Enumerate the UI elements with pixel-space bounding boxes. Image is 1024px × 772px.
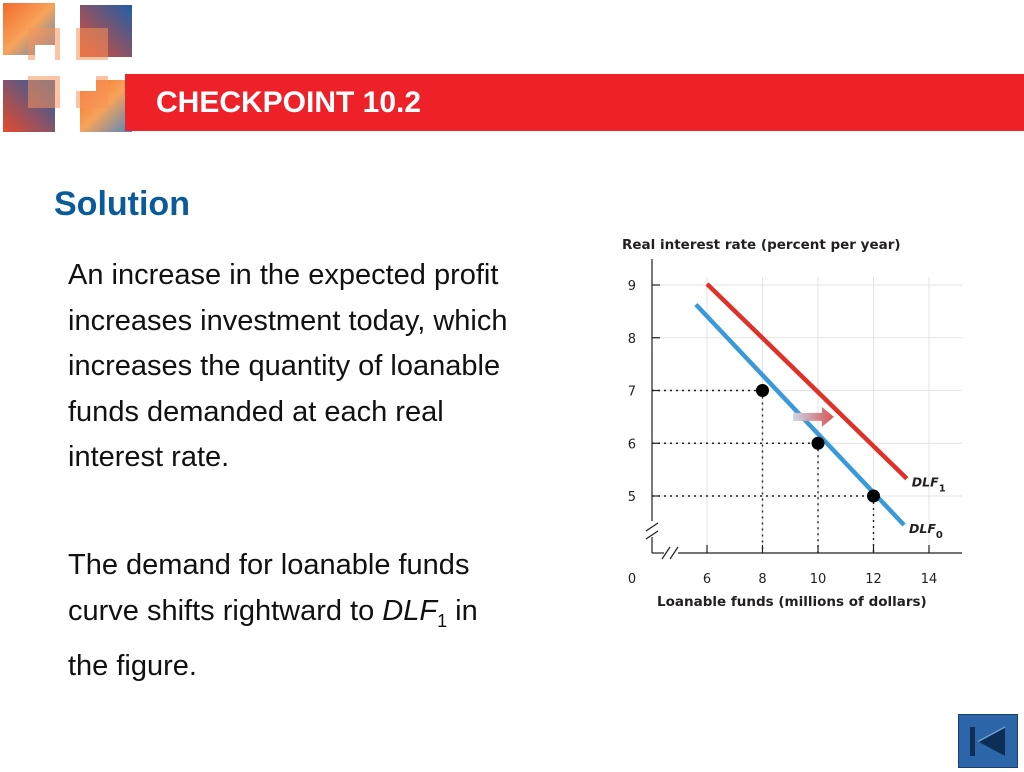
paragraph-2-text: The demand for loanable funds curve shifts rightward to [68, 549, 470, 627]
back-to-start-button[interactable] [958, 714, 1018, 768]
origin-label: 0 [627, 572, 637, 587]
y-tick-label: 7 [627, 384, 636, 400]
series-label-subscript: 1 [938, 483, 946, 495]
x-tick-label: 8 [758, 572, 767, 587]
x-axis-break-mark [670, 547, 678, 559]
x-tick-label: 6 [702, 572, 712, 587]
paragraph-2-dlf: DLF [382, 594, 438, 627]
paragraph-2-tail: in the figure. [68, 594, 478, 683]
checkpoint-logo [0, 0, 135, 135]
x-axis-title: Loanable funds (millions of dollars) [657, 594, 927, 610]
shift-arrow [793, 407, 834, 427]
x-tick-label: 10 [809, 572, 827, 587]
y-tick-label: 6 [627, 437, 636, 453]
paragraph-2 [66, 543, 508, 690]
loanable-funds-chart [600, 225, 980, 625]
paragraph-2-dlf-sub: 1 [437, 610, 448, 631]
y-tick-label: 8 [627, 331, 636, 347]
y-tick-label: 9 [627, 279, 636, 294]
data-point [756, 384, 769, 397]
y-tick-label: 5 [627, 490, 636, 505]
y-axis-title: Real interest rate (percent per year) [622, 237, 901, 253]
data-point [812, 437, 825, 450]
y-axis-break-mark [646, 523, 658, 531]
series-line-dlf1 [707, 284, 907, 479]
series-label-subscript: 0 [935, 530, 943, 542]
x-tick-label: 14 [920, 572, 938, 587]
data-point [867, 490, 880, 503]
page-title: CHECKPOINT 10.2 [156, 86, 422, 119]
series-label: $DLF_0$ [909, 521, 943, 542]
paragraph-1: An increase in the expected profit increases investment today, which increases the quantity of loanable funds demanded at each real interest rate. [68, 259, 508, 474]
section-title: Solution [54, 185, 190, 223]
series-label: $DLF_1$ [911, 474, 946, 495]
x-tick-label: 12 [865, 572, 882, 587]
skip-back-icon [959, 715, 1017, 767]
